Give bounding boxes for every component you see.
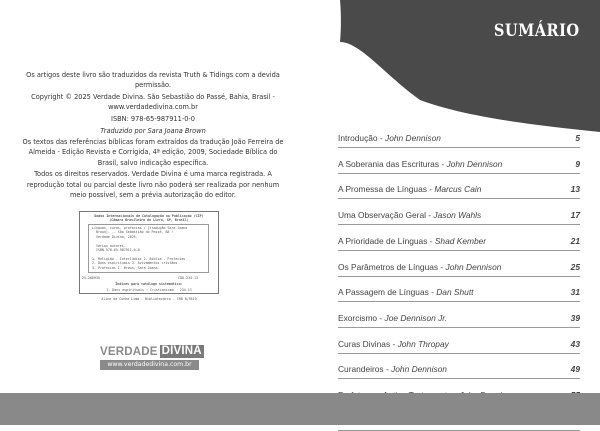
toc-entry-page: 31 (570, 287, 580, 298)
cip-heading: Dados Internacionais de Catalogação na Publicação (CIP) (Câmara Brasileira do Livro, SP, Brasil) (94, 214, 204, 223)
credits-translation: Traduzido por Sara Joana Brown (100, 126, 206, 135)
page-title: SUMÁRIO (493, 21, 579, 41)
toc-divider (338, 224, 580, 225)
toc-entry-page: 43 (570, 338, 580, 349)
credits-block (20, 70, 286, 201)
toc-entry[interactable] (338, 156, 580, 174)
toc-entry-page: 9 (575, 158, 580, 169)
toc-entry-title: Os Parâmetros de Línguas - John Dennison (338, 261, 502, 272)
credits-rights: Todos os direitos reservados. Verdade Divina é uma marca registrada. A reprodução total ou parcial deste livro não poderá ser realizada por nenhum meio possível, sem a prévia autorização do editor. (26, 170, 280, 199)
cip-index-lines: 1. Dons espirituais : Cristianismo 234.13 Aline da Cunha Lima - Bibliotecária - CRB 8/9519 (101, 288, 197, 301)
cip-body: Línguas, curas, profecias / [tradução Sara Joana Brown]. -- São Sebastião do Passé, BA : Verdade Divina, 2025. Vários autores. ISBN 978-65-987911-0-0 1. Religião - Interlúdios 2. Bíblia - Profecias 2. Dons espirituais 3. Avivamentos cristãos 3. Profecias I. Brown, Sara Joana. (88, 224, 209, 273)
toc-entry-author: Shad Kember (434, 235, 487, 246)
cip-classification: CDD-234.13 (178, 276, 198, 280)
credits-bible-note: Os textos das referências bíblicas foram extraídos da tradução João Ferreira de Almeida - Edição Revista e Corrigida, 4ª edição, 2009, Sociedade Bíblica do Brasil, salvo indicação específica. (22, 138, 284, 167)
toc-divider (338, 378, 580, 379)
toc-entry-title: A Promessa de Línguas - Marcus Cain (338, 184, 482, 195)
toc-entry-page: 21 (570, 235, 580, 246)
cip-control-number: 25-260935 (82, 276, 100, 280)
toc-divider (338, 147, 580, 148)
logo-word-divina: DIVINA (161, 345, 202, 357)
toc-entry[interactable] (338, 310, 580, 328)
toc-entry-title: A Passagem de Línguas - Dan Shutt (338, 287, 474, 298)
toc-divider (338, 173, 580, 174)
logo-word-verdade: VERDADE (100, 345, 158, 358)
toc-entry-page: 39 (570, 312, 580, 323)
bottom-band (0, 393, 600, 425)
toc-entry-author: John Dennison (391, 364, 447, 375)
toc-entry-page: 49 (570, 364, 580, 375)
toc-entry-title: Curas Divinas - John Thropay (338, 338, 449, 349)
toc-divider (338, 327, 580, 328)
toc-entry-title: Exorcismo - Joe Dennison Jr. (338, 312, 448, 323)
toc-entry-author: John Dennison (445, 261, 502, 272)
toc-entry-title: Uma Observação Geral - Jason Wahls (338, 210, 482, 221)
toc-entry[interactable] (338, 259, 580, 277)
toc-entry-author: Marcus Cain (434, 184, 482, 195)
toc-entry-title: Introdução - John Dennison (338, 133, 441, 143)
cip-index-heading: Índices para catálogo sistemático: (115, 282, 183, 286)
toc-entry[interactable] (338, 361, 580, 379)
toc-divider (338, 250, 580, 251)
toc-entry[interactable] (338, 336, 580, 354)
toc-entry-page: 5 (575, 133, 580, 143)
toc-entry[interactable] (338, 233, 580, 251)
toc-entry-author: Jason Wahls (433, 210, 482, 221)
toc-entry-author: John Dennison (385, 133, 441, 143)
credits-permission: Os artigos deste livro são traduzidos da revista Truth & Tidings com a devida permissão. (26, 71, 280, 90)
toc-entry-title: A Prioridade de Línguas - Shad Kember (338, 235, 487, 246)
cip-catalog-card (79, 211, 219, 301)
toc-entry-title: A Soberania das Escrituras - John Dennison (338, 158, 503, 169)
toc-entry-author: John Thropay (397, 338, 449, 349)
toc-entry-author: Dan Shutt (436, 287, 474, 298)
publisher-logo (100, 343, 202, 370)
toc-entry-author: John Dennison (446, 158, 503, 169)
toc-divider (338, 276, 580, 277)
toc-entry-title: Curandeiros - John Dennison (338, 364, 447, 375)
credits-copyright: Copyright © 2025 Verdade Divina. São Sebastião do Passé, Bahia, Brasil - www.verdadedivina.com.br (31, 92, 275, 112)
toc-entry[interactable] (338, 130, 580, 148)
credits-isbn: ISBN: 978-65-987911-0-0 (111, 114, 195, 123)
toc-entry-page: 13 (570, 184, 580, 195)
toc-entry[interactable] (338, 284, 580, 302)
logo-url: www.verdadedivina.com.br (100, 360, 199, 370)
toc-entry[interactable] (338, 207, 580, 225)
toc-entry[interactable] (338, 181, 580, 199)
toc-entry-page: 25 (570, 261, 580, 272)
toc-divider (338, 198, 580, 199)
toc-divider (338, 353, 580, 354)
toc-divider (338, 301, 580, 302)
toc-entry-author: Joe Dennison Jr. (384, 312, 448, 323)
toc-entry-page: 17 (570, 210, 580, 221)
